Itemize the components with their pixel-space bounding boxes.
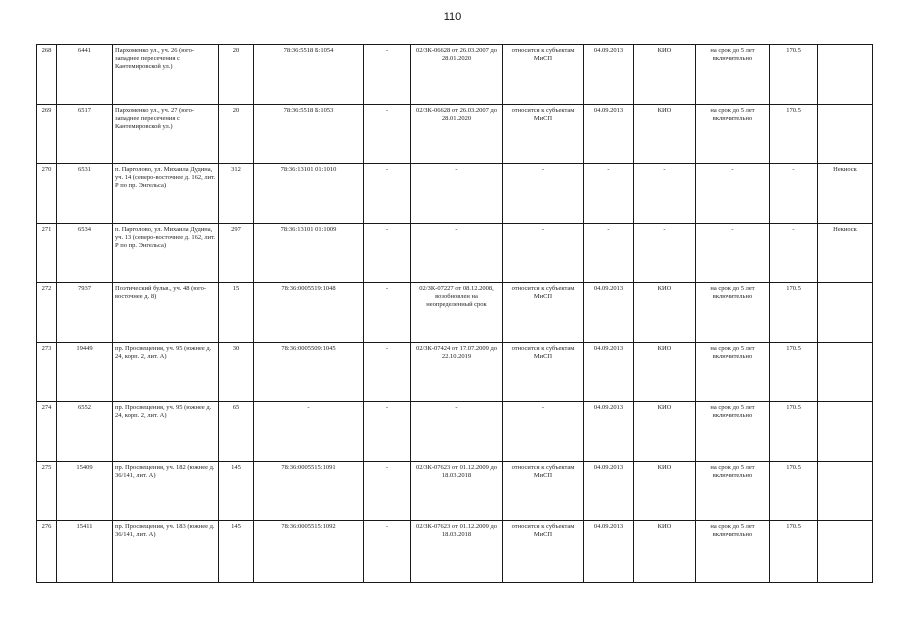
organization-cell: КИО: [634, 521, 696, 583]
status-cell: относится к субъектам МиСП: [503, 342, 584, 402]
status-cell: -: [503, 402, 584, 462]
price-cell: 170.5: [770, 521, 818, 583]
price-cell: -: [770, 164, 818, 224]
cadastral-number-cell: 78:36:0005515:1092: [254, 521, 364, 583]
cadastral-number-cell: 78:36:13101 01:1010: [254, 164, 364, 224]
contract-cell: 02/ЗК-07623 от 01.12.2009 до 18.03.2018: [411, 521, 503, 583]
price-cell: 170.5: [770, 45, 818, 105]
date-cell: 04.09.2013: [584, 45, 634, 105]
term-cell: на срок до 5 лет включительно: [696, 283, 770, 343]
term-cell: -: [696, 223, 770, 283]
contract-cell: 02/ЗК-06628 от 26.03.2007 до 28.01.2020: [411, 45, 503, 105]
table-row: [37, 342, 873, 402]
cadastral-number-cell: -: [254, 402, 364, 462]
cadastral-number-cell: 78:36:0005515:1091: [254, 461, 364, 521]
table-row: [37, 461, 873, 521]
note-cell: [818, 461, 873, 521]
date-cell: 04.09.2013: [584, 342, 634, 402]
date-cell: -: [584, 164, 634, 224]
address-cell: пр. Просвещения, уч. 182 (южнее д. 36/141, лит. А): [113, 461, 219, 521]
column-6-cell: -: [364, 223, 411, 283]
column-6-cell: -: [364, 461, 411, 521]
address-cell: Пархоменко ул., уч. 27 (юго-западнее пересечения с Кантемировской ул.): [113, 104, 219, 164]
address-cell: пр. Просвещения, уч. 95 (южнее д. 24, корп. 2, лит. А): [113, 402, 219, 462]
organization-cell: КИО: [634, 402, 696, 462]
contract-cell: 02/ЗК-06628 от 26.03.2007 до 28.01.2020: [411, 104, 503, 164]
cadastral-number-cell: 78:36:13101 01:1009: [254, 223, 364, 283]
area-cell: 297: [219, 223, 254, 283]
status-cell: -: [503, 164, 584, 224]
price-cell: -: [770, 223, 818, 283]
status-cell: относится к субъектам МиСП: [503, 104, 584, 164]
registry-table: [36, 44, 873, 583]
area-cell: 65: [219, 402, 254, 462]
registry-id-cell: 6534: [57, 223, 113, 283]
area-cell: 30: [219, 342, 254, 402]
table-row: [37, 45, 873, 105]
note-cell: [818, 45, 873, 105]
row-number-cell: 268: [37, 45, 57, 105]
term-cell: на срок до 5 лет включительно: [696, 461, 770, 521]
registry-id-cell: 6517: [57, 104, 113, 164]
cadastral-number-cell: 78:36:0005509:1045: [254, 342, 364, 402]
table-row: [37, 223, 873, 283]
price-cell: 170.5: [770, 342, 818, 402]
registry-id-cell: 6531: [57, 164, 113, 224]
table-row: [37, 402, 873, 462]
note-cell: [818, 521, 873, 583]
date-cell: -: [584, 223, 634, 283]
organization-cell: -: [634, 223, 696, 283]
date-cell: 04.09.2013: [584, 521, 634, 583]
note-cell: [818, 342, 873, 402]
contract-cell: 02/ЗК-07623 от 01.12.2009 до 18.03.2018: [411, 461, 503, 521]
date-cell: 04.09.2013: [584, 402, 634, 462]
cadastral-number-cell: 78:36:5518 Б:1053: [254, 104, 364, 164]
registry-id-cell: 6552: [57, 402, 113, 462]
organization-cell: КИО: [634, 461, 696, 521]
column-6-cell: -: [364, 45, 411, 105]
column-6-cell: -: [364, 521, 411, 583]
term-cell: на срок до 5 лет включительно: [696, 45, 770, 105]
price-cell: 170.5: [770, 283, 818, 343]
registry-id-cell: 15411: [57, 521, 113, 583]
contract-cell: -: [411, 223, 503, 283]
table-row: [37, 104, 873, 164]
price-cell: 170.5: [770, 461, 818, 521]
term-cell: на срок до 5 лет включительно: [696, 104, 770, 164]
row-number-cell: 272: [37, 283, 57, 343]
organization-cell: КИО: [634, 283, 696, 343]
organization-cell: КИО: [634, 45, 696, 105]
term-cell: на срок до 5 лет включительно: [696, 342, 770, 402]
area-cell: 15: [219, 283, 254, 343]
status-cell: -: [503, 223, 584, 283]
address-cell: Пархоменко ул., уч. 26 (юго-западнее пересечения с Кантемировской ул.): [113, 45, 219, 105]
status-cell: относится к субъектам МиСП: [503, 45, 584, 105]
term-cell: -: [696, 164, 770, 224]
column-6-cell: -: [364, 283, 411, 343]
status-cell: относится к субъектам МиСП: [503, 283, 584, 343]
column-6-cell: -: [364, 342, 411, 402]
area-cell: 20: [219, 45, 254, 105]
column-6-cell: -: [364, 402, 411, 462]
row-number-cell: 271: [37, 223, 57, 283]
area-cell: 312: [219, 164, 254, 224]
price-cell: 170.5: [770, 402, 818, 462]
row-number-cell: 273: [37, 342, 57, 402]
registry-id-cell: 7937: [57, 283, 113, 343]
organization-cell: КИО: [634, 342, 696, 402]
term-cell: на срок до 5 лет включительно: [696, 521, 770, 583]
area-cell: 145: [219, 521, 254, 583]
contract-cell: 02/ЗК-07227 от 08.12.2008, возобновлен на неопределенный срок: [411, 283, 503, 343]
table-row: [37, 521, 873, 583]
table-body: [37, 45, 873, 583]
table-row: [37, 283, 873, 343]
row-number-cell: 269: [37, 104, 57, 164]
organization-cell: КИО: [634, 104, 696, 164]
note-cell: [818, 402, 873, 462]
address-cell: п. Парголово, ул. Михаила Дудина, уч. 13 (северо-восточнее д. 162, лит. Р по пр. Энгельса): [113, 223, 219, 283]
registry-id-cell: 6441: [57, 45, 113, 105]
date-cell: 04.09.2013: [584, 461, 634, 521]
column-6-cell: -: [364, 104, 411, 164]
date-cell: 04.09.2013: [584, 104, 634, 164]
address-cell: пр. Просвещения, уч. 183 (южнее д. 36/141, лит. А): [113, 521, 219, 583]
address-cell: Поэтический бульв., уч. 48 (юго-восточнее д. 8): [113, 283, 219, 343]
term-cell: на срок до 5 лет включительно: [696, 402, 770, 462]
date-cell: 04.09.2013: [584, 283, 634, 343]
row-number-cell: 275: [37, 461, 57, 521]
row-number-cell: 276: [37, 521, 57, 583]
column-6-cell: -: [364, 164, 411, 224]
contract-cell: 02/ЗК-07424 от 17.07.2009 до 22.10.2019: [411, 342, 503, 402]
organization-cell: -: [634, 164, 696, 224]
registry-id-cell: 15409: [57, 461, 113, 521]
note-cell: Некиоск: [818, 164, 873, 224]
area-cell: 145: [219, 461, 254, 521]
row-number-cell: 274: [37, 402, 57, 462]
address-cell: п. Парголово, ул. Михаила Дудина, уч. 14 (северо-восточнее д. 162, лит. Р по пр. Энгельса): [113, 164, 219, 224]
price-cell: 170.5: [770, 104, 818, 164]
area-cell: 20: [219, 104, 254, 164]
note-cell: [818, 104, 873, 164]
cadastral-number-cell: 78:36:0005519:1048: [254, 283, 364, 343]
table-row: [37, 164, 873, 224]
address-cell: пр. Просвещения, уч. 95 (южнее д. 24, корп. 2, лит. А): [113, 342, 219, 402]
note-cell: Некиоск: [818, 223, 873, 283]
contract-cell: -: [411, 402, 503, 462]
status-cell: относится к субъектам МиСП: [503, 461, 584, 521]
cadastral-number-cell: 78:36:5518 Б:1054: [254, 45, 364, 105]
registry-id-cell: 19449: [57, 342, 113, 402]
contract-cell: -: [411, 164, 503, 224]
status-cell: относится к субъектам МиСП: [503, 521, 584, 583]
note-cell: [818, 283, 873, 343]
page-number: 110: [443, 11, 462, 23]
row-number-cell: 270: [37, 164, 57, 224]
